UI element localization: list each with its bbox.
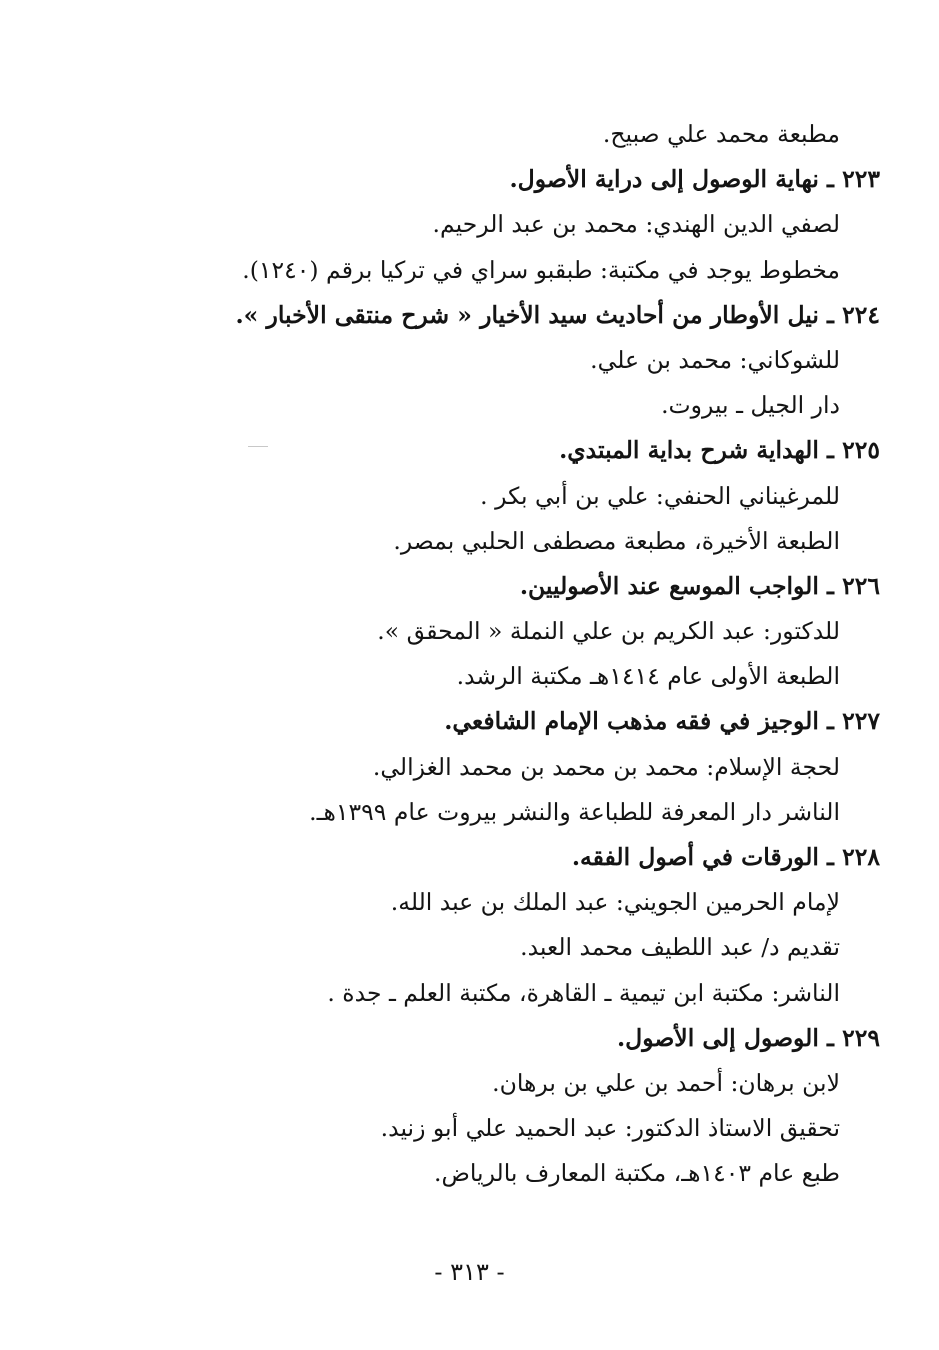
entry-line: للدكتور: عبد الكريم بن علي النملة « المحقق ». — [377, 617, 840, 646]
entry-heading: ٢٢٨ ـ الورقات في أصول الفقه. — [571, 843, 880, 871]
entry-line: تقديم د/ عبد اللطيف محمد العبد. — [520, 933, 840, 962]
entry-line: لإمام الحرمين الجويني: عبد الملك بن عبد الله. — [390, 888, 840, 917]
entry-heading: ٢٢٤ ـ نيل الأوطار من أحاديث سيد الأخيار « شرح منتقى الأخبار ». — [235, 300, 880, 329]
entry-line: الطبعة الأولى عام ١٤١٤هـ مكتبة الرشد. — [456, 662, 840, 691]
entry-line: للشوكاني: محمد بن علي. — [590, 345, 840, 374]
entry-line: مخطوط يوجد في مكتبة: طبقبو سراي في تركيا برقم (١٢٤٠). — [242, 255, 840, 284]
entry-line: لابن برهان: أحمد بن علي بن برهان. — [492, 1068, 840, 1097]
entry-heading: ٢٢٥ ـ الهداية شرح بداية المبتدي. — [559, 436, 880, 465]
entry-line: تحقيق الاستاذ الدكتور: عبد الحميد علي أبو زنيد. — [380, 1114, 840, 1143]
bibliography-list — [150, 112, 880, 1197]
entry-line: دار الجيل ـ بيروت. — [661, 391, 840, 420]
entry-line: لصفي الدين الهندي: محمد بن عبد الرحيم. — [432, 210, 840, 239]
entry-line: الناشر دار المعرفة للطباعة والنشر بيروت عام ١٣٩٩هـ. — [309, 797, 840, 826]
entry-line: لحجة الإسلام: محمد بن محمد بن محمد الغزالي. — [372, 752, 840, 781]
entry-line: مطبعة محمد علي صبيح. — [602, 120, 840, 148]
entry-line: طبع عام ١٤٠٣هـ، مكتبة المعارف بالرياض. — [434, 1159, 840, 1188]
entry-heading: ٢٢٣ ـ نهاية الوصول إلى دراية الأصول. — [509, 165, 880, 194]
entry-line: للمرغيناني الحنفي: علي بن أبي بكر . — [480, 481, 840, 510]
entry-line: الطبعة الأخيرة، مطبعة مصطفى الحلبي بمصر. — [393, 526, 840, 555]
entry-heading: ٢٢٧ ـ الوجيز في فقه مذهب الإمام الشافعي. — [444, 707, 880, 736]
entry-heading: ٢٢٦ ـ الواجب الموسع عند الأصوليين. — [519, 571, 880, 600]
entry-line: الناشر: مكتبة ابن تيمية ـ القاهرة، مكتبة العلم ـ جدة . — [327, 978, 840, 1007]
page-number: - ٣١٣ - — [434, 1258, 505, 1286]
entry-heading: ٢٢٩ ـ الوصول إلى الأصول. — [616, 1023, 880, 1052]
